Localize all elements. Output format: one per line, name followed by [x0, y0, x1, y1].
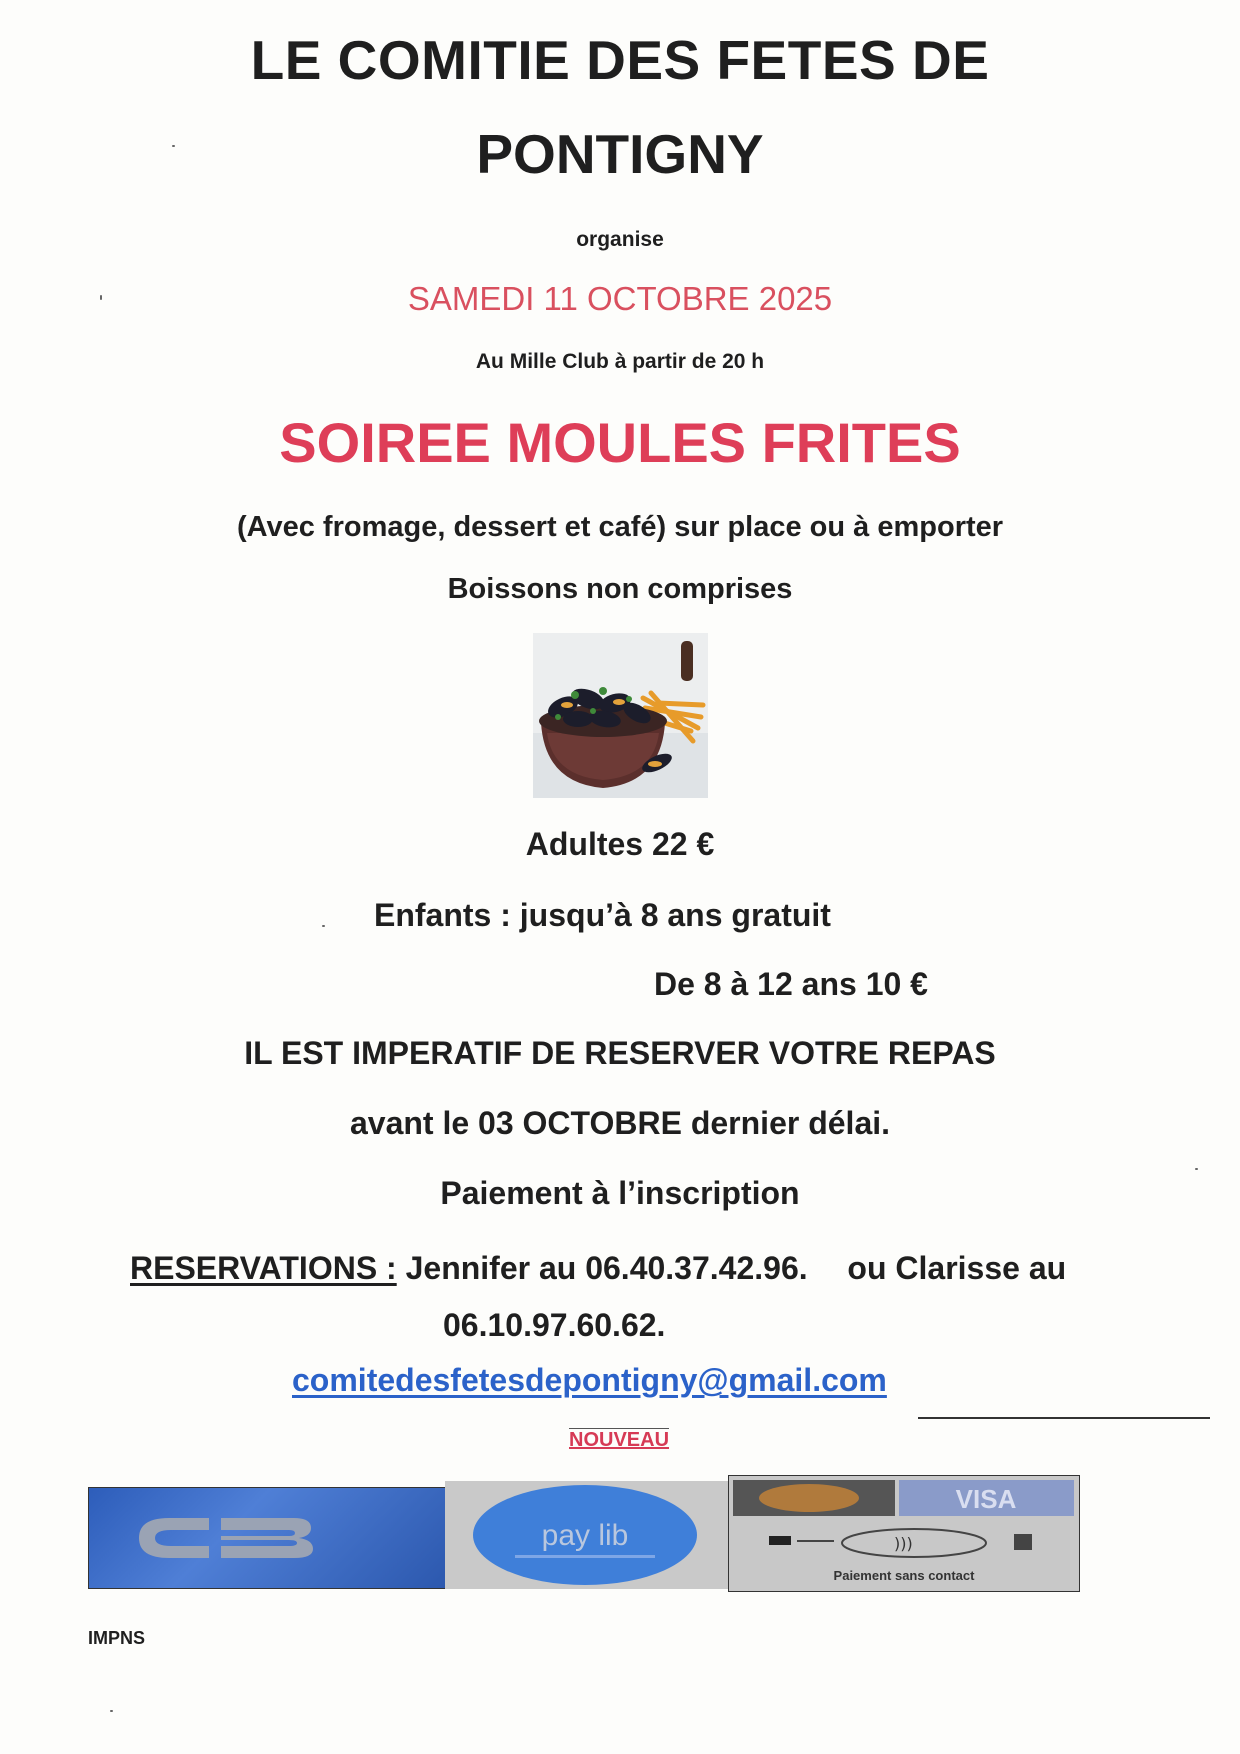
- reservations-contact-1: Jennifer au 06.40.37.42.96.: [405, 1250, 808, 1286]
- event-subtitle-1: (Avec fromage, dessert et café) sur place ou à emporter: [236, 511, 1004, 543]
- divider-line: [918, 1417, 1210, 1419]
- reservations-line: [130, 1250, 1066, 1287]
- event-place: Au Mille Club à partir de 20 h: [475, 350, 765, 373]
- paylib-logo: [445, 1481, 728, 1589]
- event-date: SAMEDI 11 OCTOBRE 2025: [407, 280, 833, 317]
- price-adults: Adultes 22 €: [525, 826, 715, 862]
- mussels-and-fries-photo: [533, 633, 708, 798]
- event-title: SOIREE MOULES FRITES: [279, 411, 961, 474]
- reservations-label: RESERVATIONS :: [130, 1250, 397, 1286]
- visa-label: VISA: [955, 1484, 1017, 1514]
- cb-card-logo: [88, 1487, 447, 1589]
- scan-speck: [322, 925, 325, 927]
- new-badge: NOUVEAU: [569, 1429, 670, 1451]
- contactless-label: Paiement sans contact: [833, 1568, 975, 1583]
- organise-text: organise: [576, 228, 664, 251]
- header-line-1: LE COMITIE DES FETES DE: [250, 29, 990, 91]
- price-children-paid: De 8 à 12 ans 10 €: [654, 966, 928, 1002]
- paylib-label: pay lib: [541, 1519, 629, 1552]
- reservations-contact-2: ou Clarisse au: [847, 1250, 1067, 1286]
- scan-speck: [110, 1710, 113, 1712]
- scan-speck: [1195, 1168, 1198, 1170]
- imprint-note: IMPNS: [88, 1628, 146, 1648]
- event-subtitle-2: Boissons non comprises: [447, 573, 793, 605]
- contactless-icon: ))): [894, 1534, 913, 1553]
- payment-methods-banner: [88, 1475, 1088, 1595]
- header-line-2: PONTIGNY: [476, 123, 764, 185]
- contactless-card-logo: [728, 1475, 1080, 1592]
- payment-notice: Paiement à l’inscription: [440, 1175, 800, 1211]
- reservations-phone-2: 06.10.97.60.62.: [443, 1307, 666, 1343]
- reservation-notice-line-1: IL EST IMPERATIF DE RESERVER VOTRE REPAS: [244, 1035, 996, 1071]
- email-link[interactable]: comitedesfetesdepontigny@gmail.com: [292, 1362, 887, 1398]
- reservation-notice-line-2: avant le 03 OCTOBRE dernier délai.: [349, 1105, 891, 1141]
- price-children-free: Enfants : jusqu’à 8 ans gratuit: [374, 897, 831, 933]
